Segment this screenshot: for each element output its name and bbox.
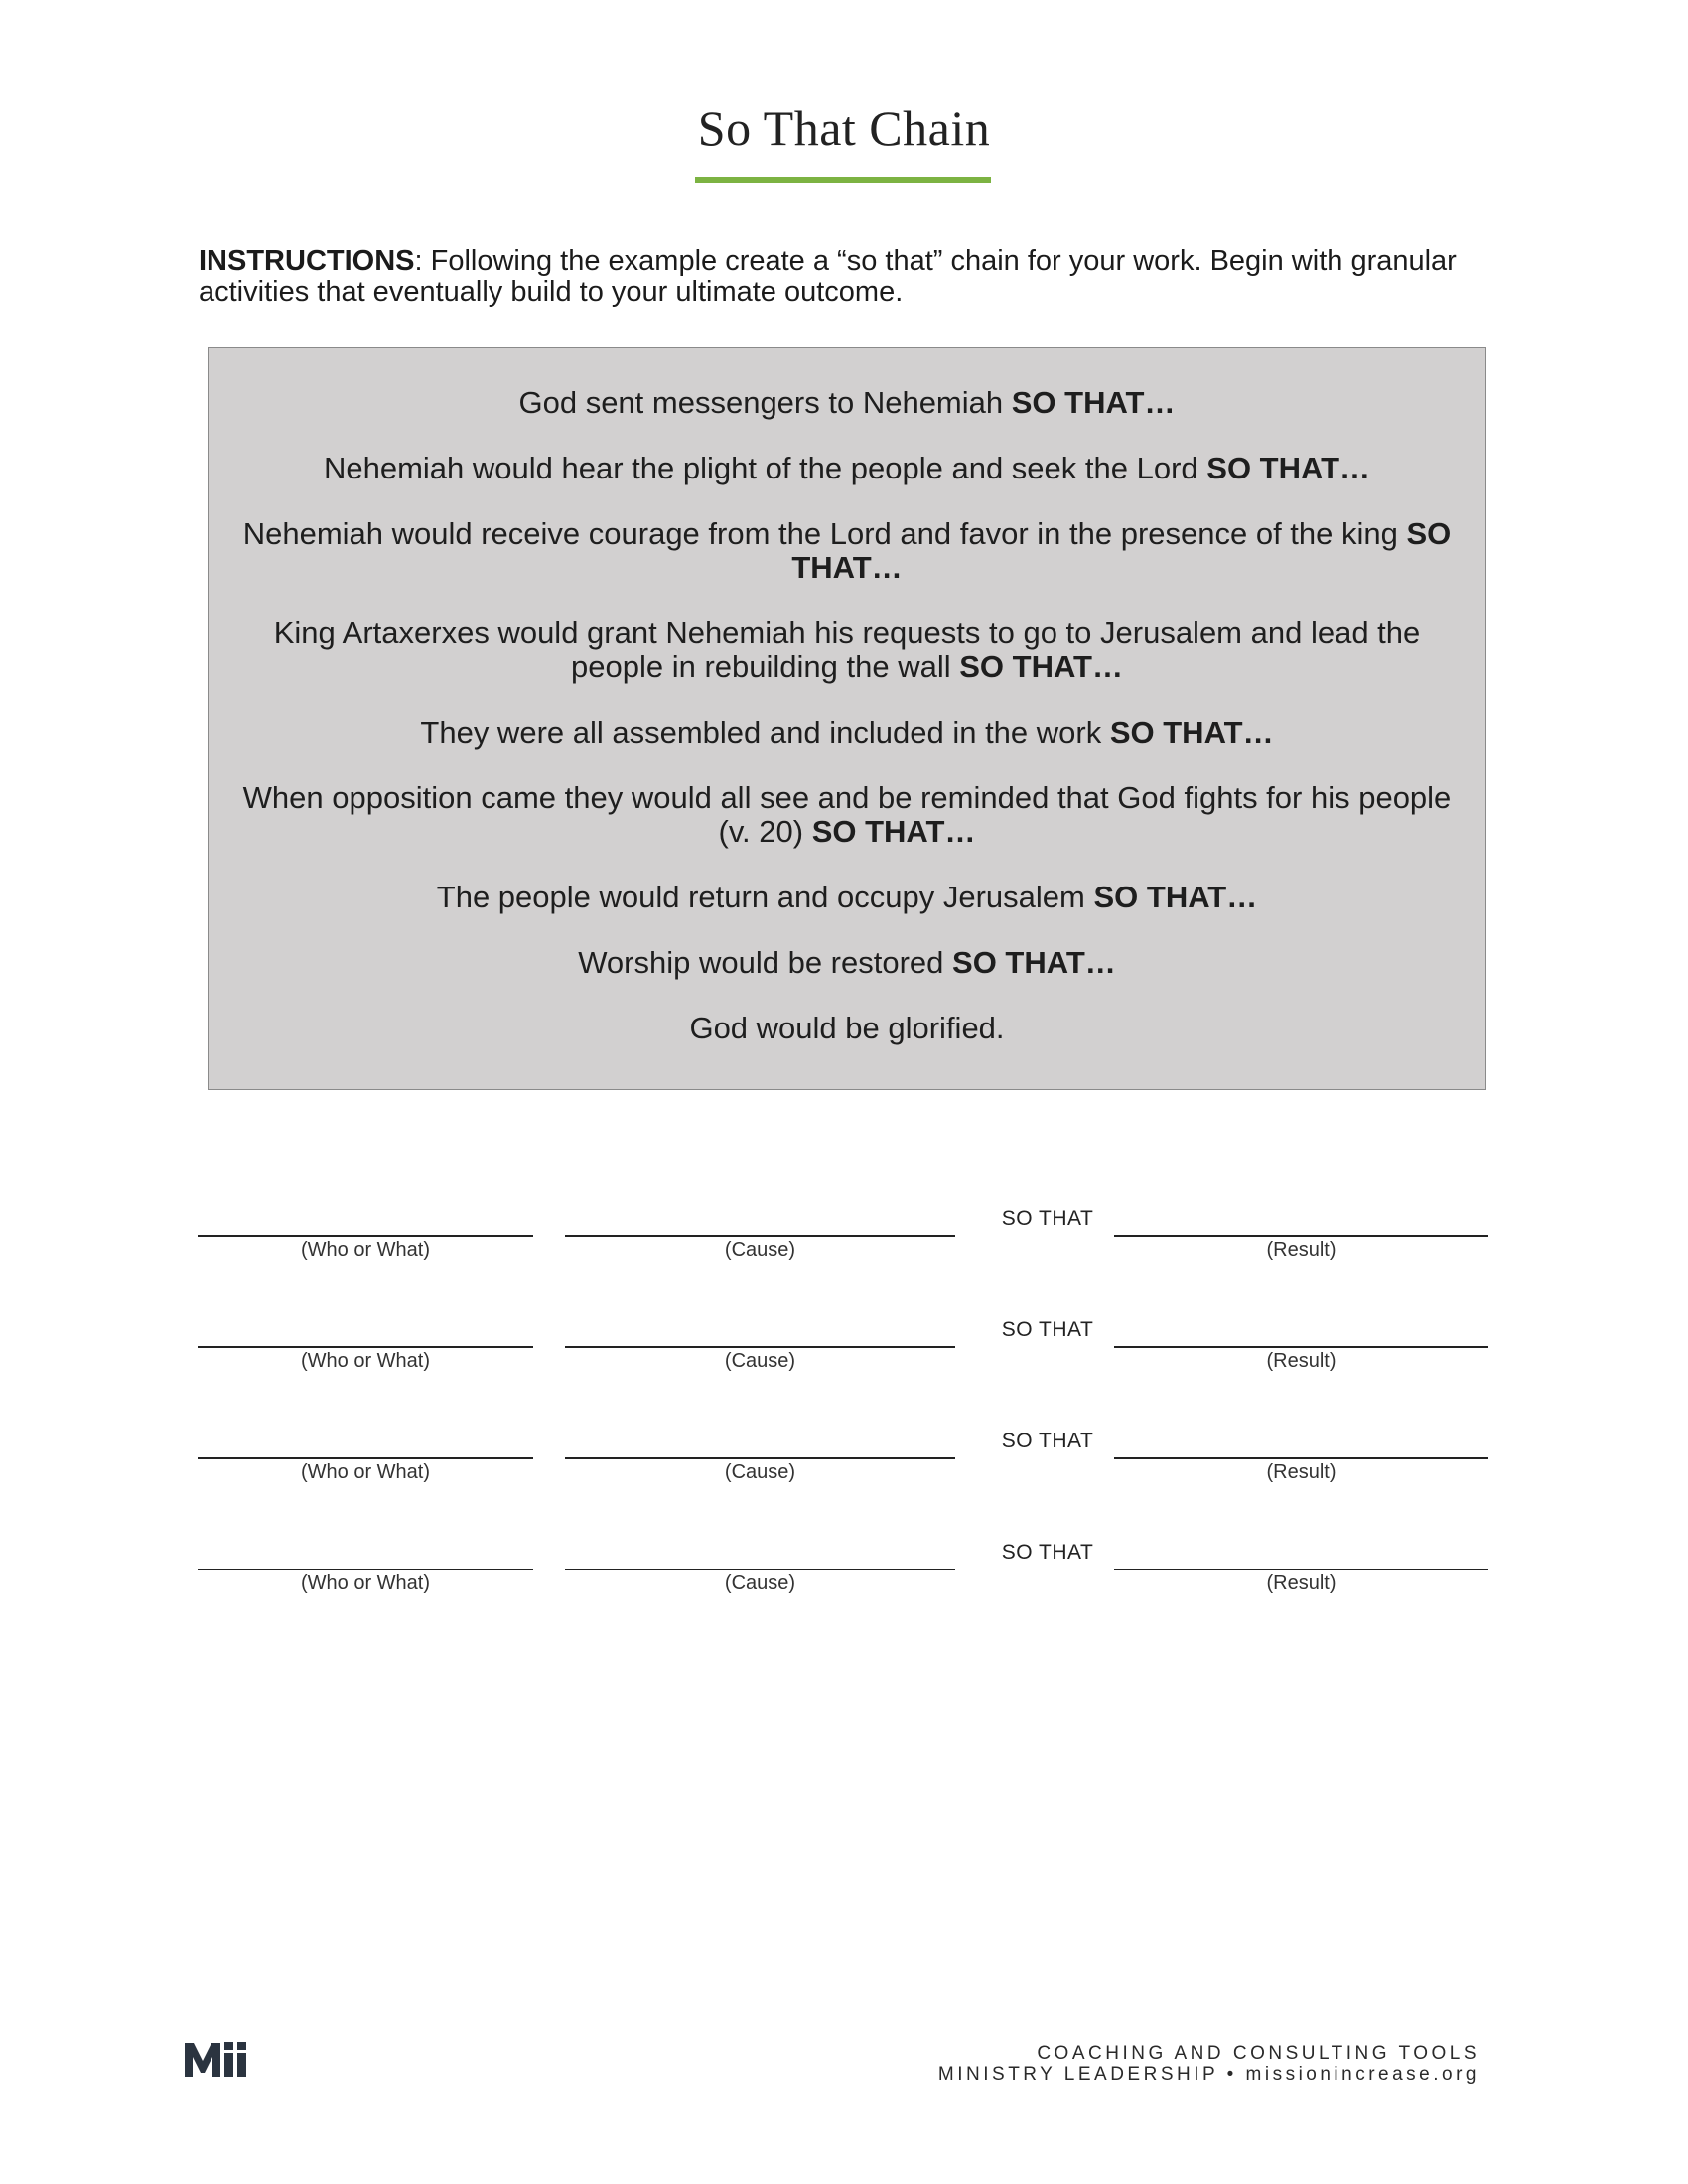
result-label: (Result) bbox=[1266, 1350, 1336, 1372]
example-item bbox=[228, 517, 1466, 585]
example-item bbox=[228, 881, 1466, 914]
example-list bbox=[209, 386, 1485, 1077]
instructions-lead: INSTRUCTIONS bbox=[199, 245, 415, 277]
chain-row bbox=[0, 1511, 1688, 1594]
who-or-what-field[interactable] bbox=[198, 1235, 533, 1237]
cause-label: (Cause) bbox=[724, 1572, 796, 1594]
who-or-what-field[interactable] bbox=[198, 1569, 533, 1570]
instructions bbox=[199, 246, 1489, 308]
so-that-emphasis: SO THAT… bbox=[1109, 715, 1274, 750]
result-field[interactable] bbox=[1114, 1346, 1488, 1348]
result-field[interactable] bbox=[1114, 1569, 1488, 1570]
footer bbox=[938, 2043, 1479, 2085]
example-text: Nehemiah would hear the plight of the people and seek the Lord bbox=[323, 451, 1207, 485]
example-text: Worship would be restored bbox=[578, 945, 953, 980]
page-title: So That Chain bbox=[697, 100, 991, 156]
who-or-what-label: (Who or What) bbox=[300, 1572, 431, 1594]
so-that-emphasis: SO THAT… bbox=[811, 814, 976, 849]
so-that-label: SO THAT bbox=[1001, 1318, 1094, 1341]
so-that-emphasis: SO THAT… bbox=[952, 945, 1116, 980]
example-item bbox=[228, 616, 1466, 684]
cause-field[interactable] bbox=[565, 1569, 955, 1570]
chain-row bbox=[0, 1400, 1688, 1483]
example-text: They were all assembled and included in the work bbox=[420, 715, 1110, 750]
cause-label: (Cause) bbox=[724, 1239, 796, 1261]
cause-field[interactable] bbox=[565, 1457, 955, 1459]
who-or-what-label: (Who or What) bbox=[300, 1350, 431, 1372]
result-field[interactable] bbox=[1114, 1235, 1488, 1237]
so-that-emphasis: SO THAT… bbox=[959, 649, 1123, 684]
example-item bbox=[228, 781, 1466, 849]
title-underline bbox=[695, 177, 991, 183]
example-box bbox=[208, 347, 1486, 1090]
so-that-label: SO THAT bbox=[1001, 1207, 1094, 1230]
example-text: The people would return and occupy Jerusalem bbox=[436, 880, 1094, 914]
who-or-what-field[interactable] bbox=[198, 1346, 533, 1348]
who-or-what-label: (Who or What) bbox=[300, 1239, 431, 1261]
example-text: When opposition came they would all see and be reminded that God fights for his people (v. 20) bbox=[242, 780, 1452, 849]
chain-row bbox=[0, 1177, 1688, 1261]
so-that-emphasis: SO THAT… bbox=[1206, 451, 1371, 485]
result-label: (Result) bbox=[1266, 1239, 1336, 1261]
who-or-what-field[interactable] bbox=[198, 1457, 533, 1459]
example-item bbox=[228, 716, 1466, 750]
instructions-text: : Following the example create a “so that” chain for your work. Begin with granular activities that eventually build to your ultimate outcome. bbox=[199, 245, 1457, 308]
example-item bbox=[228, 452, 1466, 485]
example-item bbox=[228, 386, 1466, 420]
so-that-emphasis: SO THAT… bbox=[1011, 385, 1176, 420]
example-text: Nehemiah would receive courage from the Lord and favor in the presence of the king bbox=[242, 516, 1407, 551]
result-label: (Result) bbox=[1266, 1461, 1336, 1483]
example-text: God would be glorified. bbox=[689, 1011, 1005, 1045]
cause-field[interactable] bbox=[565, 1235, 955, 1237]
so-that-emphasis: SO THAT… bbox=[791, 516, 1452, 585]
cause-label: (Cause) bbox=[724, 1350, 796, 1372]
footer-line1: COACHING AND CONSULTING TOOLS bbox=[1037, 2043, 1479, 2064]
so-that-label: SO THAT bbox=[1001, 1430, 1094, 1452]
footer-line2: MINISTRY LEADERSHIP • missionincrease.org bbox=[937, 2064, 1479, 2085]
who-or-what-label: (Who or What) bbox=[300, 1461, 431, 1483]
mission-increase-logo bbox=[185, 2039, 248, 2077]
example-text: King Artaxerxes would grant Nehemiah his requests to go to Jerusalem and lead the people in rebuilding the wall bbox=[273, 615, 1421, 684]
cause-label: (Cause) bbox=[724, 1461, 796, 1483]
example-item bbox=[228, 1012, 1466, 1045]
cause-field[interactable] bbox=[565, 1346, 955, 1348]
so-that-label: SO THAT bbox=[1001, 1541, 1094, 1564]
result-field[interactable] bbox=[1114, 1457, 1488, 1459]
example-text: God sent messengers to Nehemiah bbox=[518, 385, 1012, 420]
so-that-emphasis: SO THAT… bbox=[1093, 880, 1258, 914]
example-item bbox=[228, 946, 1466, 980]
chain-row bbox=[0, 1289, 1688, 1372]
result-label: (Result) bbox=[1266, 1572, 1336, 1594]
